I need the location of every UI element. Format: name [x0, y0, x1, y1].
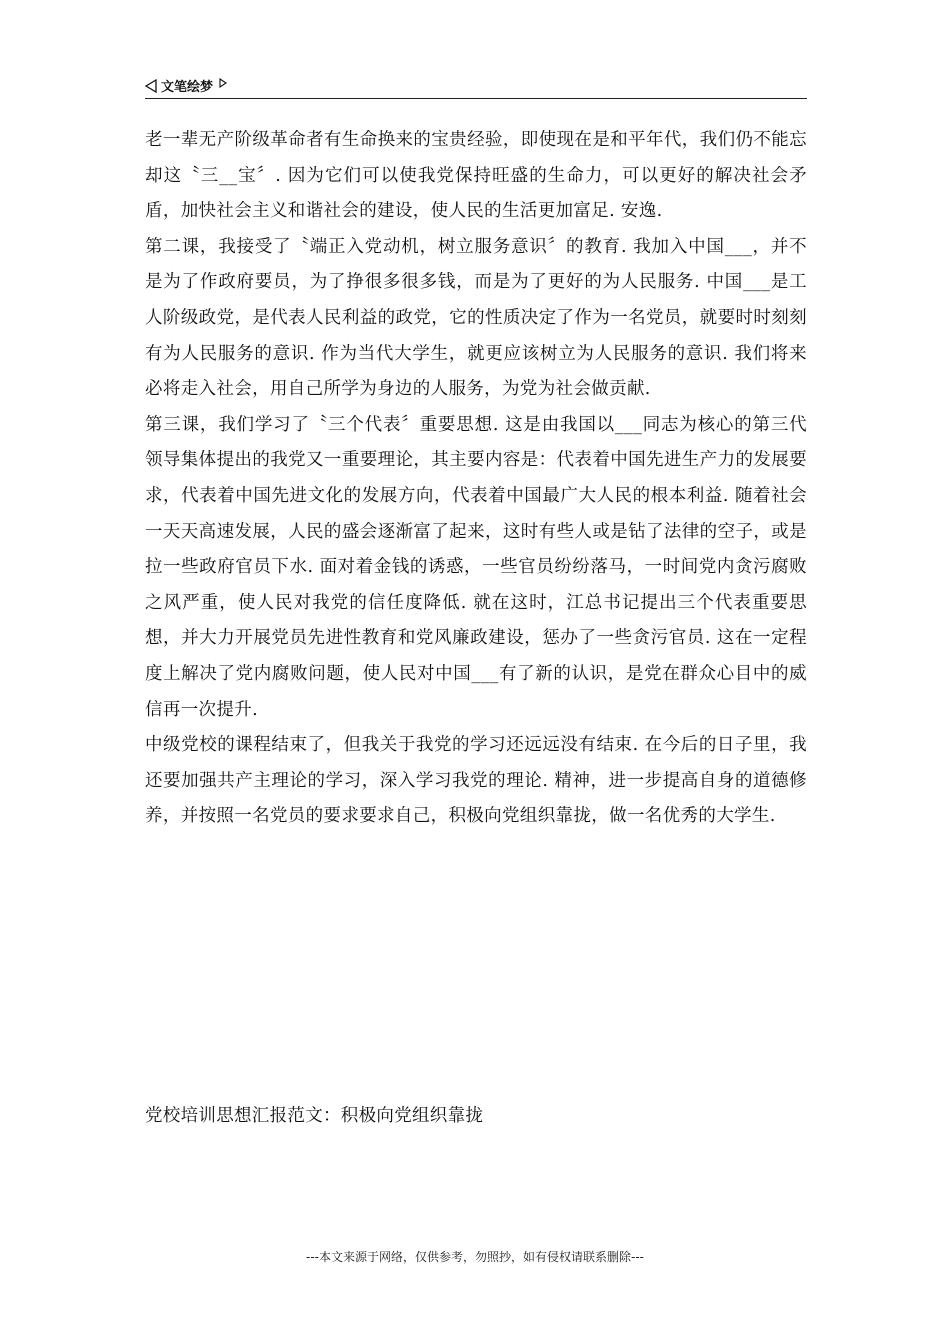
- document-title: 党校培训思想汇报范文：积极向党组织靠拢: [145, 1106, 484, 1126]
- header-title: 文笔绘梦: [161, 80, 214, 95]
- header-brand: [145, 76, 227, 95]
- triangle-right-icon: [219, 78, 227, 88]
- page-header: [145, 72, 807, 99]
- paragraph-2: 第二课，我接受了〝端正入党动机，树立服务意识〞的教育. 我加入中国___，并不是为了作政府要员，为了挣很多很多钱，而是为了更好的为人民服务. 中国___是工人阶级政党，是代表人民利益的政党，它的性质决定了作为一名党员，就要时时刻刻有为人民服务的意识. 作为当代大学生，就更应该树立为人民服务的意识. 我们将来必将走入社会，用自己所学为身边的人服务，为党为社会做贡献.: [145, 236, 807, 400]
- body-text: [145, 123, 807, 835]
- paragraph-3: 第三课，我们学习了〝三个代表〞重要思想. 这是由我国以___同志为核心的第三代领导集体提出的我党又一重要理论，其主要内容是：代表着中国先进生产力的发展要求，代表着中国先进文化的发展方向，代表着中国最广大人民的根本利益. 随着社会一天天高速发展，人民的盛会逐渐富了起来，这时有些人或是钻了法律的空子，或是拉一些政府官员下水. 面对着金钱的诱惑，一些官员纷纷落马，一时间党内贪污腐败之风严重，使人民对我党的信任度降低. 就在这时，江总书记提出三个代表重要思想，并大力开展党员先进性教育和党风廉政建设，惩办了一些贪污官员. 这在一定程度上解决了党内腐败问题，使人民对中国___有了新的认识，是党在群众心目中的威信再一次提升.: [145, 414, 807, 720]
- triangle-left-icon: [145, 79, 157, 93]
- paragraph-4: 中级党校的课程结束了，但我关于我党的学习还远远没有结束. 在今后的日子里，我还要加强共产主理论的学习，深入学习我党的理论. 精神，进一步提高自身的道德修养，并按照一名党员的要求要求自己，积极向党组织靠拢，做一名优秀的大学生.: [145, 735, 807, 827]
- paragraph-1: 老一辈无产阶级革命者有生命换来的宝贵经验，即使现在是和平年代，我们仍不能忘却这〝三__宝〞. 因为它们可以使我党保持旺盛的生命力，可以更好的解决社会矛盾，加快社会主义和谐社会的建设，使人民的生活更加富足. 安逸.: [145, 130, 807, 222]
- footer-disclaimer: ---本文来源于网络，仅供参考，勿照抄，如有侵权请联系删除---: [306, 1250, 644, 1264]
